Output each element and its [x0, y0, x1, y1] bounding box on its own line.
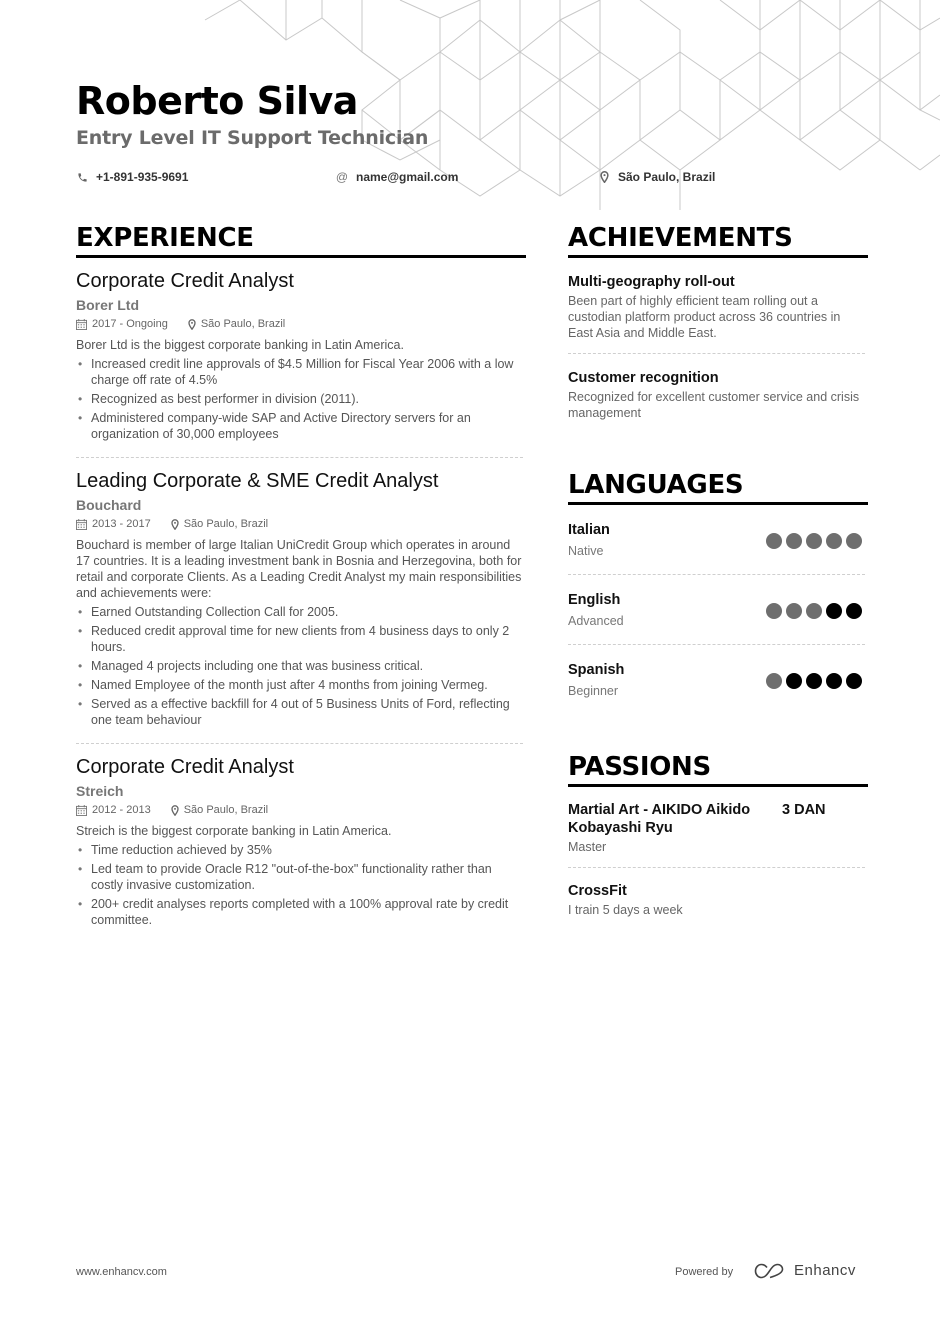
job-bullets	[76, 356, 523, 442]
phone-icon	[76, 170, 88, 184]
passions-heading: PASSIONS	[568, 751, 868, 787]
calendar-icon	[76, 519, 87, 530]
language-name: English	[568, 592, 621, 608]
passions-list	[568, 787, 868, 930]
achievement-title: Customer recognition	[568, 370, 719, 386]
company-name: Borer Ltd	[76, 297, 139, 313]
achievement-item	[568, 354, 865, 433]
passion-item	[568, 787, 865, 868]
contact-phone[interactable]	[76, 170, 188, 184]
rating-dot-filled	[806, 533, 822, 549]
passion-item	[568, 868, 865, 930]
rating-dot-empty	[826, 673, 842, 689]
job-meta	[76, 316, 523, 332]
job-dates: 2013 - 2017	[92, 518, 151, 530]
rating-dot-filled	[826, 533, 842, 549]
language-level: Advanced	[568, 614, 624, 628]
company-name: Bouchard	[76, 497, 142, 513]
page-footer	[76, 1264, 876, 1282]
passion-badge: 3 DAN	[782, 802, 826, 818]
achievement-description: Recognized for excellent customer service and crisis management	[568, 390, 860, 420]
map-pin-icon	[598, 170, 610, 184]
job-title: Corporate Credit Analyst	[76, 270, 294, 292]
calendar-icon	[76, 319, 87, 330]
language-name: Italian	[568, 522, 610, 538]
job-bullets	[76, 604, 523, 728]
rating-dot-filled	[766, 673, 782, 689]
experience-list	[76, 258, 526, 943]
achievement-item	[568, 258, 865, 354]
job-title: Leading Corporate & SME Credit Analyst	[76, 470, 439, 492]
map-pin-icon	[171, 805, 179, 816]
achievements-list	[568, 258, 868, 433]
job-entry	[76, 258, 523, 458]
enhancv-brand-link[interactable]	[754, 1262, 856, 1279]
job-bullet: • 200+ credit analyses reports completed with a 100% approval rate by credit committee.	[76, 896, 523, 928]
passion-title: Martial Art - AIKIDO Aikido Kobayashi Ryu	[568, 802, 751, 836]
contact-email[interactable]	[336, 170, 458, 184]
job-entry	[76, 744, 523, 943]
rating-dot-empty	[786, 673, 802, 689]
job-entry	[76, 458, 523, 744]
job-description: Streich is the biggest corporate banking in Latin America.	[76, 824, 392, 838]
language-name: Spanish	[568, 662, 625, 678]
language-item	[568, 505, 865, 575]
passion-description: Master	[568, 840, 607, 854]
enhancv-logo-icon	[754, 1263, 786, 1279]
rating-dot-empty	[846, 603, 862, 619]
languages-list	[568, 505, 868, 715]
left-column	[76, 222, 526, 943]
rating-dot-empty	[846, 673, 862, 689]
job-bullet: • Named Employee of the month just after 4 months from joining Vermeg.	[76, 677, 523, 693]
job-bullet: • Time reduction achieved by 35%	[76, 842, 523, 858]
rating-dot-filled	[786, 533, 802, 549]
right-column	[568, 222, 868, 930]
rating-dot-filled	[766, 533, 782, 549]
job-meta	[76, 516, 523, 532]
job-bullet: • Administered company-wide SAP and Active Directory servers for an organization of 30,000 employees	[76, 410, 523, 442]
at-sign-icon: @	[335, 170, 349, 184]
language-item	[568, 645, 865, 715]
languages-heading: LANGUAGES	[568, 469, 868, 505]
language-rating	[766, 533, 862, 549]
rating-dot-empty	[806, 673, 822, 689]
candidate-name: Roberto Silva	[76, 79, 358, 123]
job-bullet: • Recognized as best performer in division (2011).	[76, 391, 523, 407]
language-item	[568, 575, 865, 645]
language-level: Beginner	[568, 684, 619, 698]
job-bullet: • Earned Outstanding Collection Call for 2005.	[76, 604, 523, 620]
achievement-description: Been part of highly efficient team rolling out a custodian platform product across 36 countries in East Asia and Middle East.	[568, 294, 841, 340]
calendar-icon	[76, 805, 87, 816]
language-rating	[766, 603, 862, 619]
job-bullet: • Increased credit line approvals of $4.5 Million for Fiscal Year 2006 with a low charge off rate of 4.5%	[76, 356, 523, 388]
passion-title: CrossFit	[568, 883, 627, 899]
contact-location	[598, 170, 715, 184]
job-description: Borer Ltd is the biggest corporate banking in Latin America.	[76, 338, 404, 352]
contact-bar	[76, 170, 876, 188]
phone-number: +1-891-935-9691	[96, 170, 189, 184]
rating-dot-filled	[806, 603, 822, 619]
rating-dot-filled	[766, 603, 782, 619]
job-bullet: • Reduced credit approval time for new clients from 4 business days to only 2 hours.	[76, 623, 523, 655]
candidate-title: Entry Level IT Support Technician	[76, 127, 429, 149]
achievements-heading: ACHIEVEMENTS	[568, 222, 868, 258]
job-dates: 2017 - Ongoing	[92, 318, 168, 330]
passion-description: I train 5 days a week	[568, 903, 683, 917]
rating-dot-empty	[826, 603, 842, 619]
achievement-title: Multi-geography roll-out	[568, 274, 735, 290]
job-meta	[76, 802, 523, 818]
company-name: Streich	[76, 783, 124, 799]
language-rating	[766, 673, 862, 689]
job-bullet: • Led team to provide Oracle R12 "out-of-the-box" functionality rather than costly invasive customization.	[76, 861, 523, 893]
resume-header	[76, 78, 876, 150]
language-level: Native	[568, 544, 604, 558]
footer-website-link[interactable]: www.enhancv.com	[76, 1266, 167, 1278]
powered-by-label: Powered by	[675, 1266, 734, 1278]
job-location: São Paulo, Brazil	[183, 804, 269, 816]
email-address: name@gmail.com	[356, 170, 459, 184]
job-dates: 2012 - 2013	[92, 804, 151, 816]
map-pin-icon	[171, 519, 179, 530]
job-title: Corporate Credit Analyst	[76, 756, 294, 778]
job-location: São Paulo, Brazil	[183, 518, 269, 530]
job-bullet: • Managed 4 projects including one that was business critical.	[76, 658, 523, 674]
job-bullet: • Served as a effective backfill for 4 out of 5 Business Units of Ford, reflecting one team behaviour	[76, 696, 523, 728]
brand-name: Enhancv	[794, 1262, 856, 1279]
job-location: São Paulo, Brazil	[200, 318, 286, 330]
location-text: São Paulo, Brazil	[618, 170, 716, 184]
experience-heading: EXPERIENCE	[76, 222, 526, 258]
map-pin-icon	[188, 319, 196, 330]
rating-dot-filled	[846, 533, 862, 549]
rating-dot-filled	[786, 603, 802, 619]
job-description: Bouchard is member of large Italian UniCredit Group which operates in around 17 countries. It is a leading investment bank in Bosnia and Herzegovina, both for retail and corporate Clients. As a Leading Credit Analyst my main responsibilities and achievements were:	[76, 538, 522, 600]
job-bullets	[76, 842, 523, 928]
